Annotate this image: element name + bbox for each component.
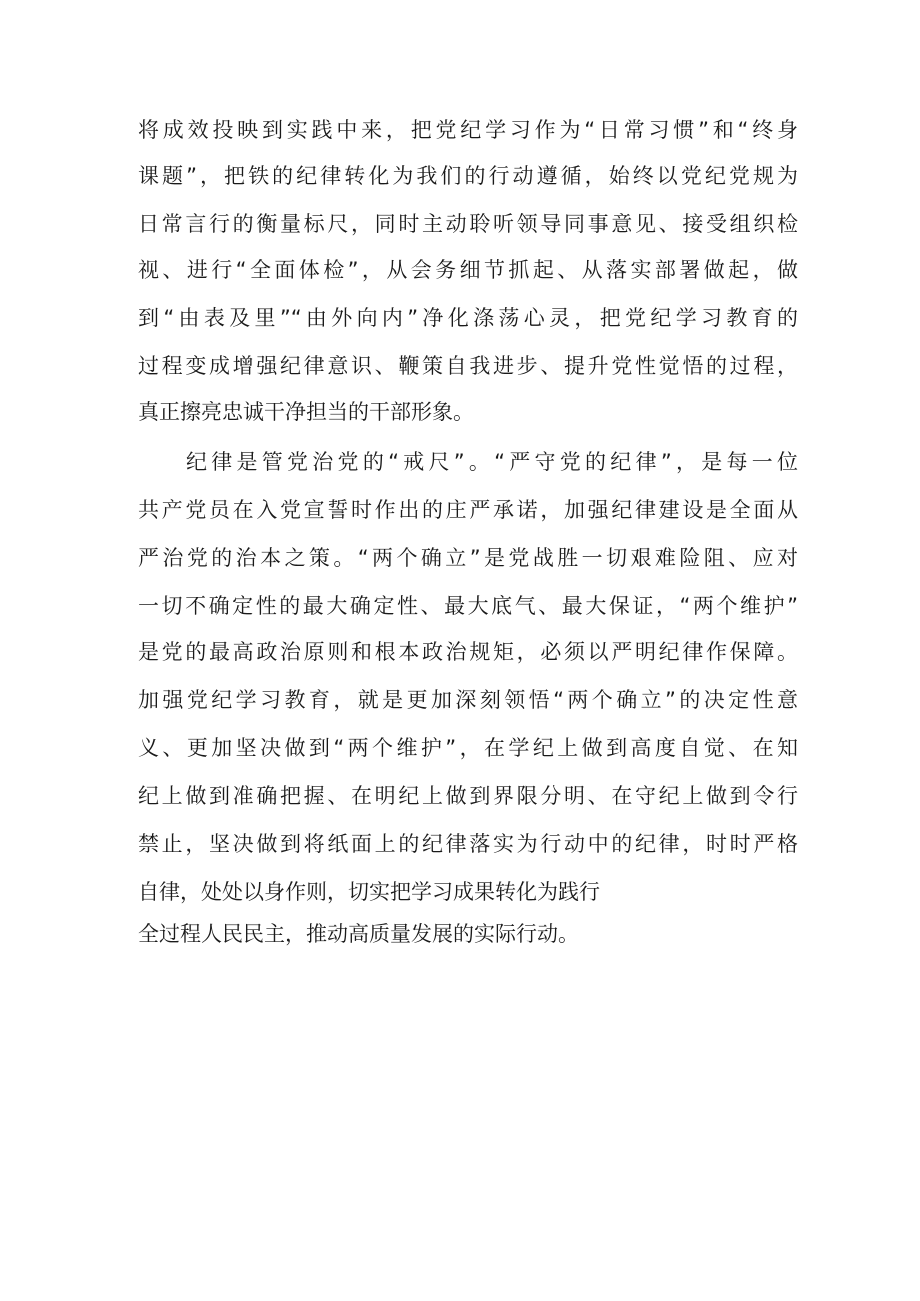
paragraph-2-line-10: 自律，处处以身作则，切实把学习成果转化为践行 <box>138 880 600 904</box>
paragraph-1-line-6: 过程变成增强纪律意识、鞭策自我进步、提升党性觉悟的过程， <box>138 354 798 378</box>
paragraph-2-line-3: 严治党的治本之策。“两个确立”是党战胜一切艰难险阻、应对 <box>138 546 798 570</box>
paragraph-1-line-1: 将成效投映到实践中来，把党纪学习作为“日常习惯”和“终身 <box>138 118 798 142</box>
paragraph-1-line-3: 日常言行的衡量标尺，同时主动聆听领导同事意见、接受组织检 <box>138 212 798 236</box>
paragraph-2-line-8: 纪上做到准确把握、在明纪上做到界限分明、在守纪上做到令行 <box>138 784 798 808</box>
paragraph-1-line-2: 课题”，把铁的纪律转化为我们的行动遵循，始终以党纪党规为 <box>138 164 798 188</box>
paragraph-2-line-11: 全过程人民民主，推动高质量发展的实际行动。 <box>138 922 579 946</box>
paragraph-2-line-9: 禁止，坚决做到将纸面上的纪律落实为行动中的纪律，时时严格 <box>138 832 798 856</box>
paragraph-2-line-4: 一切不确定性的最大确定性、最大底气、最大保证，“两个维护” <box>138 594 798 618</box>
paragraph-2-line-5: 是党的最高政治原则和根本政治规矩，必须以严明纪律作保障。 <box>138 640 798 664</box>
paragraph-1-line-5: 到“由表及里”“由外向内”净化涤荡心灵，把党纪学习教育的 <box>138 306 798 330</box>
paragraph-2-line-1: 纪律是管党治党的“戒尺”。“严守党的纪律”，是每一位 <box>186 450 798 474</box>
paragraph-1-line-4: 视、进行“全面体检”，从会务细节抓起、从落实部署做起，做 <box>138 258 798 282</box>
paragraph-2-line-6: 加强党纪学习教育，就是更加深刻领悟“两个确立”的决定性意 <box>138 688 798 712</box>
paragraph-2-line-2: 共产党员在入党宣誓时作出的庄严承诺，加强纪律建设是全面从 <box>138 498 798 522</box>
paragraph-2-line-7: 义、更加坚决做到“两个维护”，在学纪上做到高度自觉、在知 <box>138 736 798 760</box>
paragraph-1-line-7: 真正擦亮忠诚干净担当的干部形象。 <box>138 400 474 424</box>
